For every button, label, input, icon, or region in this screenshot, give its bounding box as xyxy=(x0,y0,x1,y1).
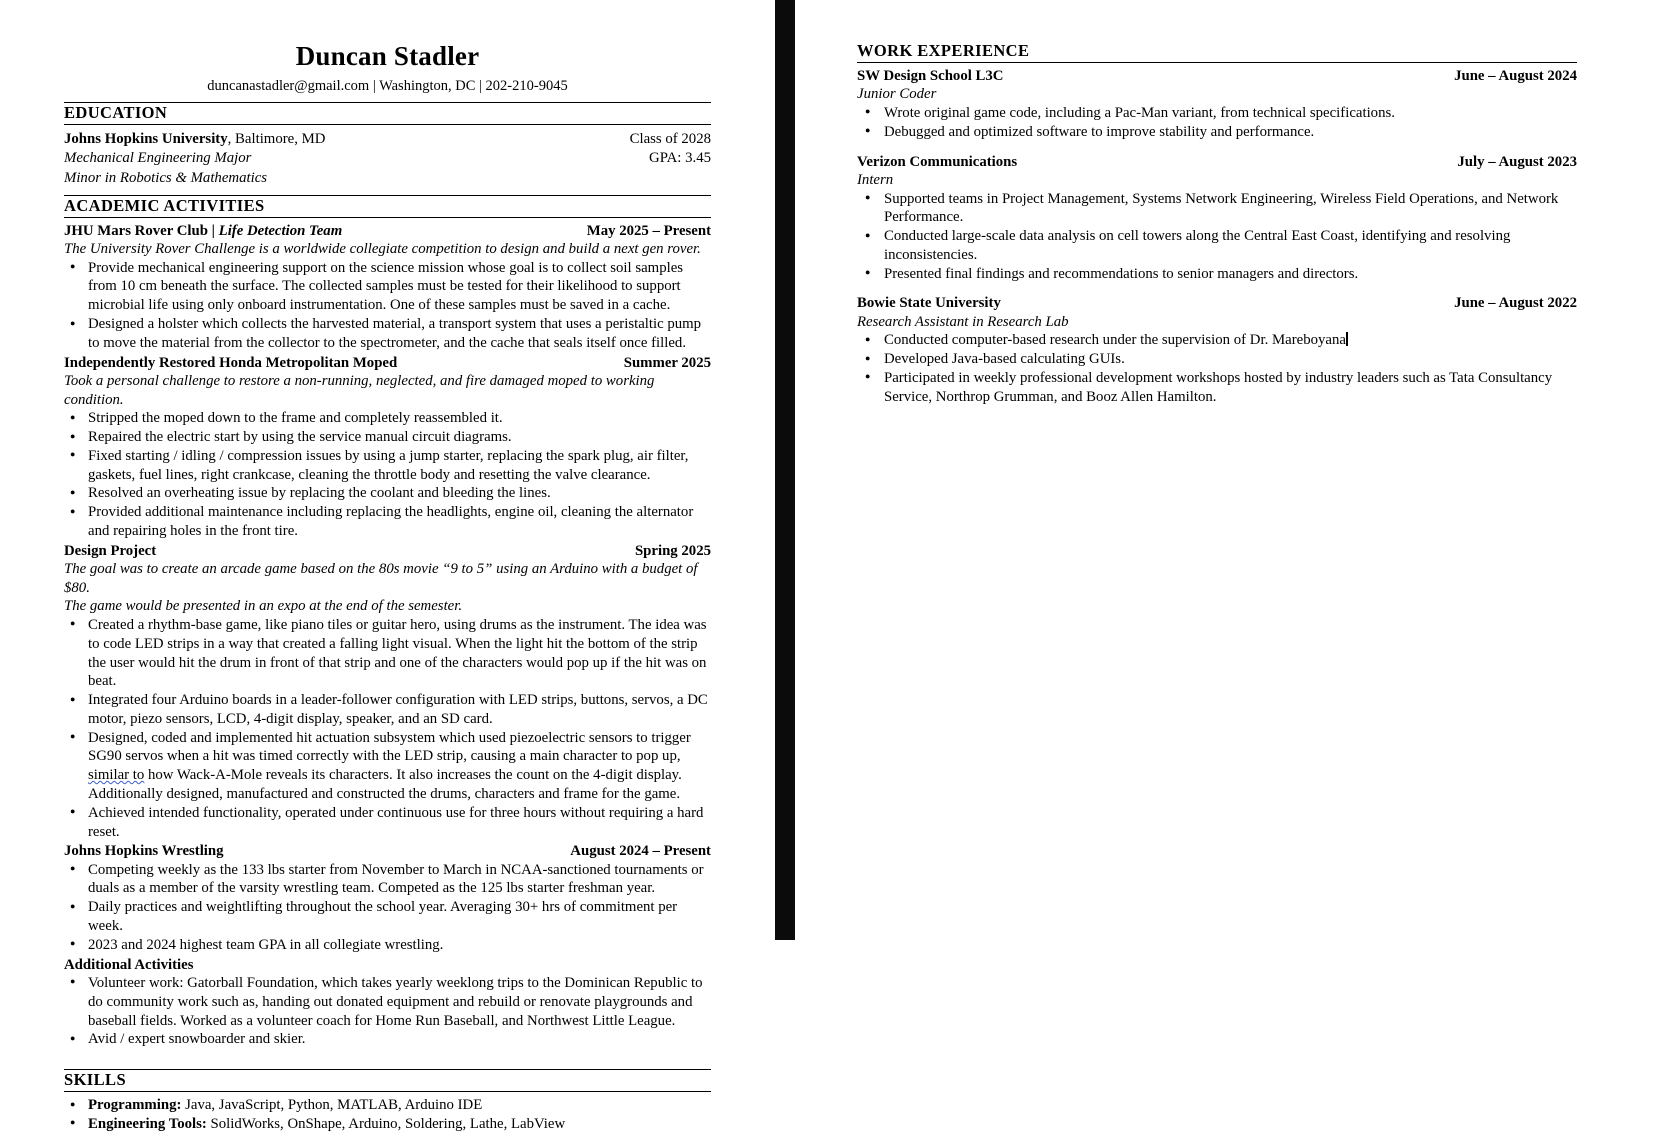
resume-page-2 xyxy=(795,0,1657,940)
list-item: ● Resolved an overheating issue by replacing the coolant and bleeding the lines. xyxy=(64,484,711,503)
work-employer: Verizon Communications xyxy=(857,153,1018,170)
list-item: ● Fixed starting / idling / compression issues by using a jump starter, replacing the spark plug, air filter, gaskets, fuel lines, right crankcase, cleaning the throttle body and resetting the valve clearance. xyxy=(64,447,711,485)
education-minor: Minor in Robotics & Mathematics xyxy=(64,169,268,186)
work-header xyxy=(857,153,1577,171)
list-item: ● Repaired the electric start by using the service manual circuit diagrams. xyxy=(64,428,711,447)
list-item: ● Debugged and optimized software to improve stability and performance. xyxy=(857,123,1577,142)
list-item: ● Daily practices and weightlifting throughout the school year. Averaging 30+ hrs of commitment per week. xyxy=(64,898,711,936)
work-date: June – August 2024 xyxy=(1454,67,1577,84)
activity-entry-wrestling xyxy=(64,842,711,954)
list-item: ● Provided additional maintenance including replacing the headlights, engine oil, cleaning the alternator and repairing holes in the front tire. xyxy=(64,503,711,541)
list-item: ● Avid / expert snowboarder and skier. xyxy=(64,1030,711,1049)
activity-header xyxy=(64,956,711,974)
education-major: Mechanical Engineering Major xyxy=(64,150,252,167)
activity-title: Independently Restored Honda Metropolitan Moped xyxy=(64,354,398,371)
list-item: ● Provide mechanical engineering support on the science mission whose goal is to collect soil samples from 10 cm beneath the surface. The collected samples must be tested for their likelihood to support microbial life using only onboard instrumentation. One of these samples must be saved in a cache. xyxy=(64,259,711,315)
activity-date: August 2024 – Present xyxy=(570,843,711,860)
activity-description-line2: The game would be presented in an expo at the end of the semester. xyxy=(64,598,463,615)
activity-title-italic: Life Detection Team xyxy=(218,222,343,239)
section-heading-education: EDUCATION xyxy=(64,102,711,125)
work-header xyxy=(857,294,1577,312)
work-date: June – August 2022 xyxy=(1454,295,1577,312)
list-item xyxy=(64,1096,711,1115)
activity-description: Took a personal challenge to restore a non-running, neglected, and fire damaged moped to working condition. xyxy=(64,372,655,408)
education-entry xyxy=(64,130,711,188)
activity-description: The goal was to create an arcade game based on the 80s movie “9 to 5” using an Arduino with a budget of $80. xyxy=(64,561,698,596)
education-row-major xyxy=(64,149,711,168)
skill-label: Programming: xyxy=(88,1097,182,1114)
list-item: ● Stripped the moped down to the frame and completely reassembled it. xyxy=(64,409,711,428)
bullet-text-part1: Designed, coded and implemented hit actuation subsystem which used piezoelectric sensors to trigger SG90 servos when a hit was timed correctly with the LED strip, causing a main character to pop up, xyxy=(88,729,691,765)
activity-bullet-list xyxy=(64,974,711,1049)
activity-title: Johns Hopkins Wrestling xyxy=(64,843,224,860)
text-cursor xyxy=(1346,332,1347,346)
education-gpa: GPA: 3.45 xyxy=(649,150,711,167)
education-row-school xyxy=(64,130,711,149)
work-employer: Bowie State University xyxy=(857,295,1001,312)
grammar-flagged-text[interactable]: similar to xyxy=(88,767,145,784)
list-item: ● Developed Java-based calculating GUIs. xyxy=(857,350,1577,369)
skill-value: Java, JavaScript, Python, MATLAB, Arduino IDE xyxy=(181,1097,483,1114)
spacer xyxy=(857,283,1577,293)
list-item: ● Volunteer work: Gatorball Foundation, which takes yearly weeklong trips to the Dominican Republic to do community work such as, handing out donated equipment and rebuild or renovate playgrounds and baseball fields. Worked as a volunteer coach for Home Run Baseball, and Northwest Little League. xyxy=(64,974,711,1030)
activity-header xyxy=(64,542,711,560)
education-row-minor xyxy=(64,169,711,188)
activity-date: Summer 2025 xyxy=(623,354,711,371)
activity-title: Additional Activities xyxy=(64,956,194,973)
bullet-text: Conducted computer-based research under the supervision of Dr. Mareboyana xyxy=(884,332,1346,349)
activity-header xyxy=(64,842,711,860)
list-item: ● Participated in weekly professional development workshops hosted by industry leaders such as Tata Consultancy Service, Northrop Grumman, and Booz Allen Hamilton. xyxy=(857,369,1577,407)
section-heading-academic-activities: ACADEMIC ACTIVITIES xyxy=(64,195,711,218)
resume-page-1 xyxy=(0,0,775,1132)
list-item: ● Achieved intended functionality, operated under continuous use for three hours without requiring a hard reset. xyxy=(64,804,711,842)
work-bullet-list xyxy=(857,104,1577,142)
education-school: Johns Hopkins University xyxy=(64,131,228,148)
work-employer: SW Design School L3C xyxy=(857,67,1004,84)
activity-entry-moped xyxy=(64,354,711,541)
activity-bullet-list xyxy=(64,616,711,841)
activity-bullet-list xyxy=(64,861,711,955)
activity-bullet-list xyxy=(64,259,711,353)
work-role: Intern xyxy=(857,171,894,188)
work-header xyxy=(857,67,1577,85)
work-bullet-list xyxy=(857,331,1577,406)
page-title: Duncan Stadler xyxy=(295,41,480,71)
list-item: ● Created a rhythm-base game, like piano tiles or guitar hero, using drums as the instrument. The idea was to code LED strips in a way that created a falling light visual. When the light hit the bottom of the strip the user would hit the drum in front of that strip and one of the characters would pop up if the hit was on beat. xyxy=(64,616,711,691)
skills-list xyxy=(64,1096,711,1134)
contact-line: duncanastadler@gmail.com | Washington, DC | 202-210-9045 xyxy=(207,77,568,94)
list-item: ● 2023 and 2024 highest team GPA in all collegiate wrestling. xyxy=(64,936,711,955)
education-school-line xyxy=(64,130,325,149)
work-role: Junior Coder xyxy=(857,86,937,103)
work-date: July – August 2023 xyxy=(1457,153,1577,170)
skill-label: Engineering Tools: xyxy=(88,1115,207,1132)
list-item-with-cursor[interactable] xyxy=(857,331,1577,350)
work-bullet-list xyxy=(857,190,1577,284)
list-item: ● Supported teams in Project Management, Systems Network Engineering, Wireless Field Operations, and Network Performance. xyxy=(857,190,1577,228)
list-item: ● Presented final findings and recommendations to senior managers and directors. xyxy=(857,265,1577,284)
spacer xyxy=(857,142,1577,152)
activity-bullet-list xyxy=(64,409,711,540)
activity-title: Design Project xyxy=(64,542,157,559)
activity-date: Spring 2025 xyxy=(634,542,711,559)
activity-title xyxy=(64,222,342,240)
list-item: ● Wrote original game code, including a Pac-Man variant, from technical specifications. xyxy=(857,104,1577,123)
list-item xyxy=(64,1115,711,1134)
activity-entry-additional xyxy=(64,956,711,1049)
activity-header xyxy=(64,222,711,240)
work-role: Research Assistant in Research Lab xyxy=(857,313,1069,330)
bullet-text-part2: how Wack-A-Mole reveals its characters. It also increases the count on the 4-digit display. Additionally designed, manufactured and constructed the drums, characters and frame for the game. xyxy=(88,767,682,802)
work-entry-bowie-state xyxy=(857,294,1577,406)
list-item-grammar-flagged xyxy=(64,729,711,804)
activity-title-main: JHU Mars Rover Club | xyxy=(64,222,219,239)
activity-header xyxy=(64,354,711,372)
activity-description: The University Rover Challenge is a worldwide collegiate competition to design and build a next gen rover. xyxy=(64,241,701,258)
activity-entry-mars-rover xyxy=(64,222,711,353)
list-item: ● Designed a holster which collects the harvested material, a transport system that uses a peristaltic pump to move the material from the collector to the spectrometer, and the cache that seals itself once filled. xyxy=(64,315,711,353)
page-gutter xyxy=(775,0,795,940)
education-class-of: Class of 2028 xyxy=(629,131,711,148)
work-entry-sw-design-school xyxy=(857,67,1577,142)
list-item: ● Conducted large-scale data analysis on cell towers along the Central East Coast, identifying and resolving inconsistencies. xyxy=(857,227,1577,265)
education-location: , Baltimore, MD xyxy=(227,131,326,148)
section-heading-work-experience: WORK EXPERIENCE xyxy=(857,42,1577,63)
work-entry-verizon xyxy=(857,153,1577,284)
list-item: ● Competing weekly as the 133 lbs starter from November to March in NCAA-sanctioned tournaments or duals as a member of the varsity wrestling team. Competed as the 125 lbs starter freshman year. xyxy=(64,861,711,899)
spacer xyxy=(64,1049,711,1062)
activity-date: May 2025 – Present xyxy=(586,222,711,239)
activity-entry-design-project xyxy=(64,542,711,842)
skill-value: SolidWorks, OnShape, Arduino, Soldering, Lathe, LabView xyxy=(206,1115,566,1132)
section-heading-skills: SKILLS xyxy=(64,1069,711,1092)
list-item: ● Integrated four Arduino boards in a leader-follower configuration with LED strips, buttons, servos, a DC motor, piezo sensors, LCD, 4-digit display, speaker, and an SD card. xyxy=(64,691,711,729)
